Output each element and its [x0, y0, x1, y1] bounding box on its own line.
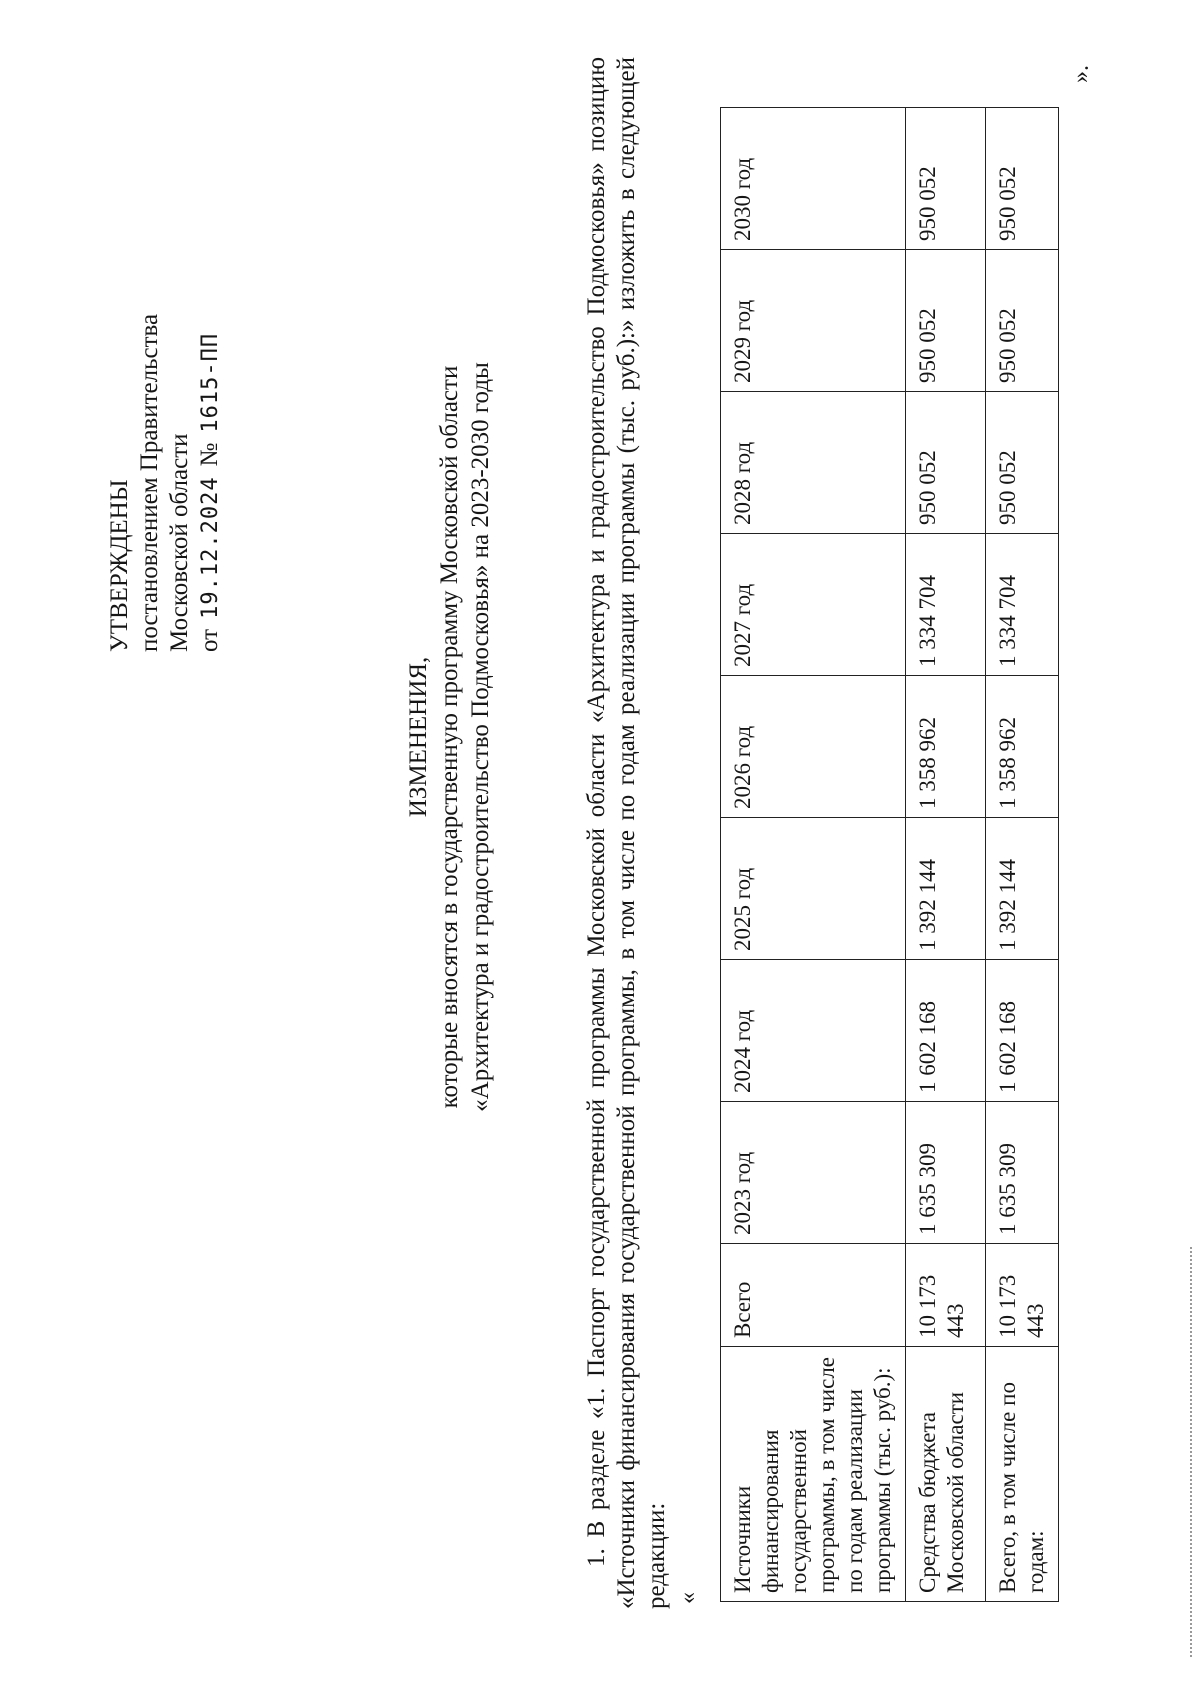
- heading-title: ИЗМЕНЕНИЯ,: [405, 656, 432, 818]
- cell-2029: 950 052: [906, 250, 986, 392]
- approval-date-prefix: от: [196, 628, 223, 652]
- cell-2028: 950 052: [906, 392, 986, 534]
- approval-title: УТВЕРЖДЕНЫ: [106, 479, 133, 652]
- amendment-paragraph: [582, 57, 672, 1609]
- cell-2023: 1 635 309: [986, 1102, 1059, 1244]
- cell-total: 10 173 443: [986, 1244, 1059, 1347]
- cell-2030: 950 052: [986, 108, 1059, 250]
- header-cell-total: Всего: [721, 1244, 906, 1347]
- cell-total: 10 173 443: [906, 1244, 986, 1347]
- header-cell-2029: 2029 год: [721, 250, 906, 392]
- approval-number-sign: №: [196, 442, 223, 467]
- cell-2025: 1 392 144: [986, 818, 1059, 960]
- cell-2027: 1 334 704: [986, 534, 1059, 676]
- cell-2025: 1 392 144: [906, 818, 986, 960]
- amendment-text: 1. В разделе «1. Паспорт государственной программы Московской области «Архитектура и градостроительство Подмосковья» позицию «Источники финансирования государственной программы, в том числе по годам реализации программы (тыс. руб.):» изложить в следующей редакции:: [583, 57, 670, 1609]
- approval-region: Московской области: [166, 433, 193, 652]
- approval-number: 1615-ПП: [198, 332, 223, 433]
- approval-issuer: постановлением Правительства: [136, 313, 163, 652]
- header-cell-2030: 2030 год: [721, 108, 906, 250]
- approval-date-line: [195, 314, 226, 652]
- scan-edge-marks: [1190, 1247, 1192, 1657]
- cell-2027: 1 334 704: [906, 534, 986, 676]
- row-label: Всего, в том числе по годам:: [986, 1347, 1059, 1602]
- header-cell-source: Источники финансирования государственной программы, в том числе по годам реализации программы (тыс. руб.):: [721, 1347, 906, 1602]
- table-row-total: [986, 108, 1059, 1602]
- heading-line-2: «Архитектура и градостроительство Подмосковья» на 2023-2030 годы: [467, 362, 494, 1112]
- cell-2030: 950 052: [906, 108, 986, 250]
- header-cell-2026: 2026 год: [721, 676, 906, 818]
- cell-2026: 1 358 962: [906, 676, 986, 818]
- cell-2023: 1 635 309: [906, 1102, 986, 1244]
- header-cell-2024: 2024 год: [721, 960, 906, 1102]
- approval-date: 19.12.2024: [198, 476, 223, 619]
- approval-stamp: [105, 314, 226, 652]
- cell-2024: 1 602 168: [906, 960, 986, 1102]
- header-cell-2025: 2025 год: [721, 818, 906, 960]
- closing-quote: ».: [1068, 65, 1094, 83]
- row-label: Средства бюджета Московской области: [906, 1347, 986, 1602]
- header-cell-2027: 2027 год: [721, 534, 906, 676]
- financing-table: [720, 107, 1059, 1602]
- table-row-budget: [906, 108, 986, 1602]
- table-header-row: [721, 108, 906, 1602]
- heading-line-1: которые вносятся в государственную программу Московской области: [436, 365, 463, 1109]
- opening-quote: «: [675, 1592, 701, 1604]
- cell-2024: 1 602 168: [986, 960, 1059, 1102]
- cell-2028: 950 052: [986, 392, 1059, 534]
- header-cell-2023: 2023 год: [721, 1102, 906, 1244]
- cell-2029: 950 052: [986, 250, 1059, 392]
- cell-2026: 1 358 962: [986, 676, 1059, 818]
- header-cell-2028: 2028 год: [721, 392, 906, 534]
- document-heading: [403, 237, 496, 1237]
